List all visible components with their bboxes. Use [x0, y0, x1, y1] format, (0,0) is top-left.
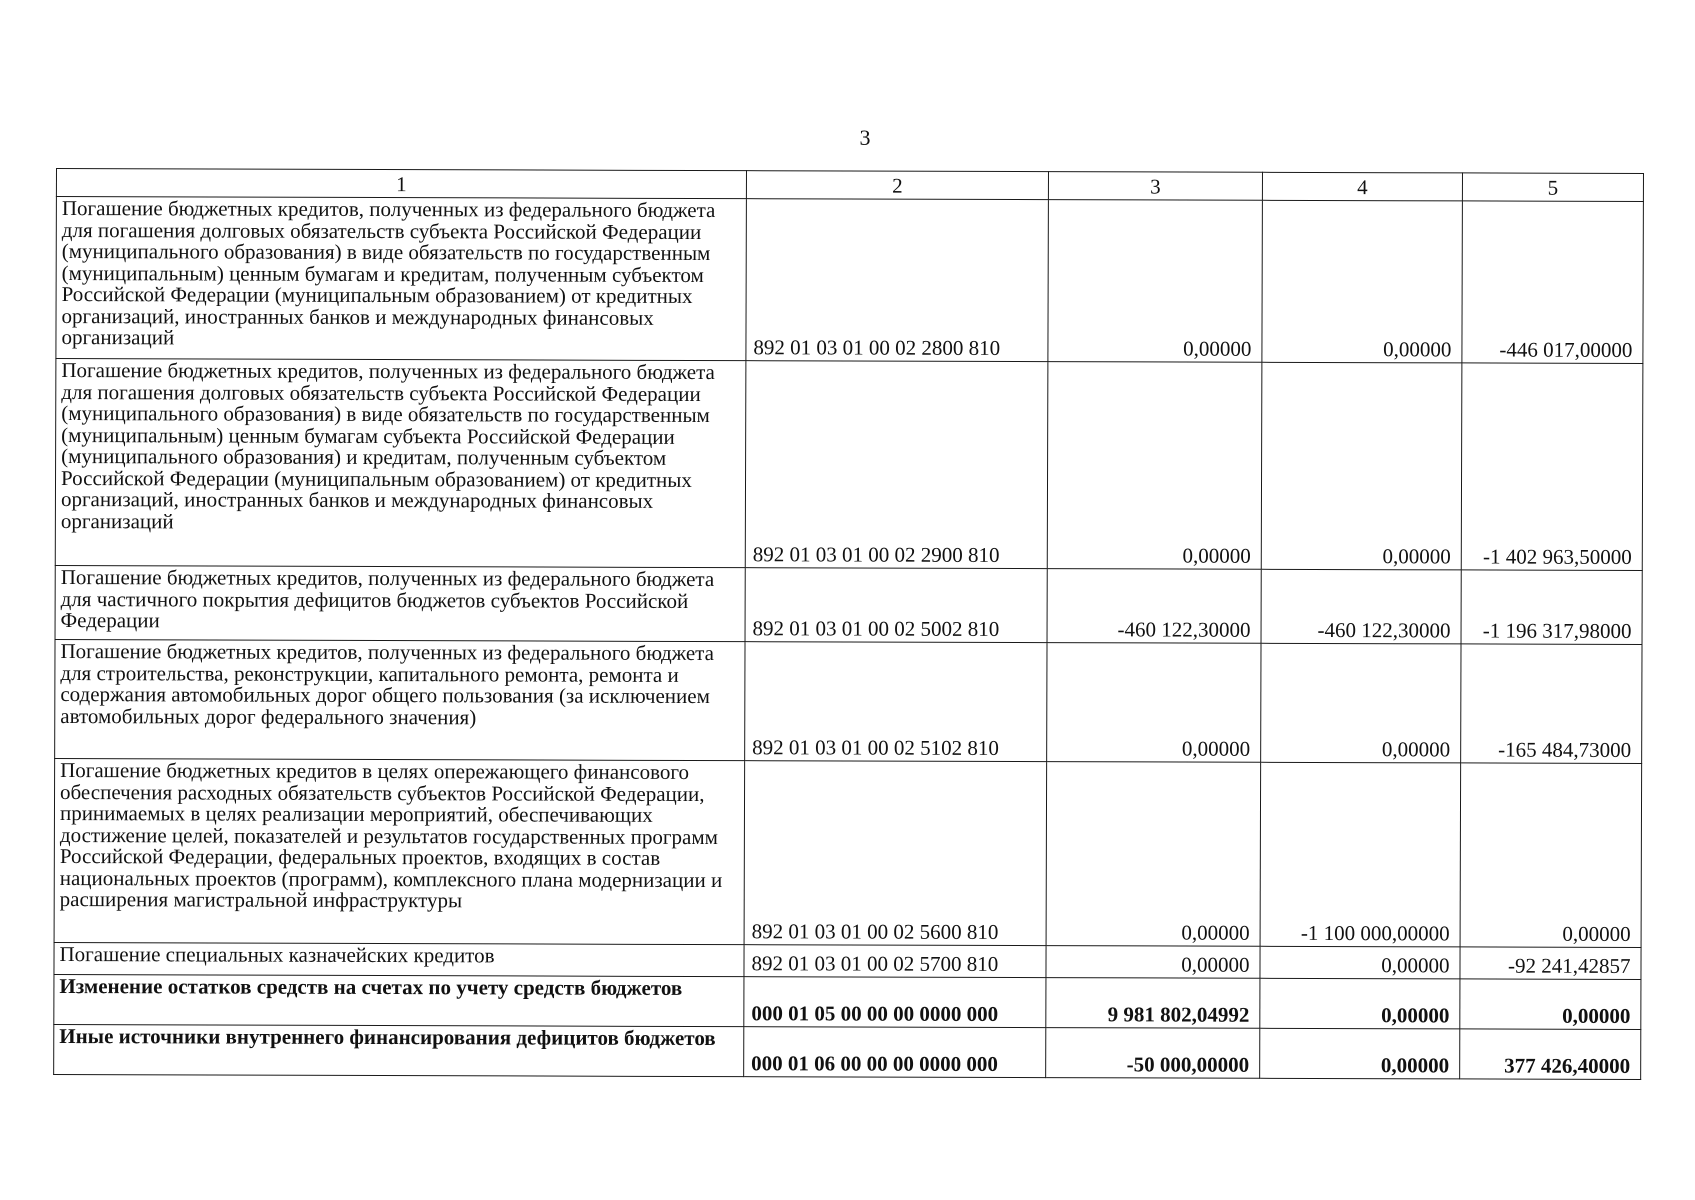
column-header-5: 5 — [1462, 173, 1643, 202]
row-value-col4: 0,00000 — [1261, 362, 1462, 570]
table-row — [56, 197, 1644, 364]
row-budget-code: 892 01 03 01 00 02 2800 810 — [746, 199, 1049, 362]
row-value-col3: -50 000,00000 — [1046, 1028, 1260, 1079]
row-value-col5: 377 426,40000 — [1460, 1029, 1641, 1080]
row-value-col3: 0,00000 — [1047, 643, 1261, 763]
row-description: Погашение бюджетных кредитов, полученных из федерального бюджета для погашения долговых обязательств субъекта Российской Федерации (муниципального образования) в виде обязательств по государственным (муниципальным) ценным бумагам субъекта Российской Федерации (муниципального образования) и кредитам, полученным субъектом Российской Федерации (муниципальным образованием) от кредитных организаций, иностранных банков и международных финансовых организаций — [55, 359, 746, 568]
row-budget-code: 892 01 03 01 00 02 5002 810 — [745, 568, 1047, 643]
column-header-4: 4 — [1262, 172, 1462, 201]
table-row — [55, 359, 1643, 571]
row-budget-code: 892 01 03 01 00 02 5700 810 — [744, 945, 1046, 978]
row-value-col5: 0,00000 — [1460, 979, 1641, 1030]
column-header-1: 1 — [56, 169, 746, 199]
row-value-col5: -1 196 317,98000 — [1461, 570, 1642, 645]
row-value-col4: 0,00000 — [1262, 200, 1463, 363]
page-number: 3 — [859, 125, 871, 150]
row-value-col5: -92 241,42857 — [1460, 947, 1641, 980]
row-value-col4: 0,00000 — [1260, 946, 1460, 979]
row-budget-code: 000 01 06 00 00 00 0000 000 — [744, 1027, 1046, 1078]
table-row — [54, 758, 1642, 947]
row-value-col3: 0,00000 — [1046, 946, 1260, 979]
row-description: Погашение бюджетных кредитов, полученных из федерального бюджета для строительства, реконструкции, капитального ремонта, ремонта и содержания автомобильных дорог общего пользования (за исключением автомобильных дорог федерального значения) — [55, 639, 745, 760]
row-value-col4: 0,00000 — [1261, 643, 1461, 763]
row-value-col5: -165 484,73000 — [1461, 644, 1642, 764]
row-budget-code: 000 01 05 00 00 00 0000 000 — [744, 977, 1046, 1028]
row-value-col4: -460 122,30000 — [1261, 569, 1461, 644]
row-budget-code: 892 01 03 01 00 02 5600 810 — [744, 761, 1047, 946]
row-description: Погашение бюджетных кредитов в целях опережающего финансового обеспечения расходных обязательств субъектов Российской Федерации, принимаемых в целях реализации мероприятий, обеспечивающих достижение целей, показателей и результатов государственных программ Российской Федерации, федеральных проектов, входящих в состав национальных проектов (программ), комплексного плана модернизации и расширения магистральной инфраструктуры — [54, 758, 745, 944]
row-description: Изменение остатков средств на счетах по учету средств бюджетов — [54, 974, 744, 1026]
row-value-col5: 0,00000 — [1460, 763, 1642, 948]
row-budget-code: 892 01 03 01 00 02 5102 810 — [745, 642, 1047, 762]
table-row-total — [54, 974, 1641, 1029]
financing-sources-table — [53, 168, 1644, 1080]
table-row-total — [54, 1024, 1641, 1079]
row-value-col3: 0,00000 — [1048, 200, 1263, 363]
row-value-col5: -446 017,00000 — [1462, 201, 1644, 364]
row-value-col3: 0,00000 — [1047, 362, 1262, 570]
row-value-col3: 0,00000 — [1046, 762, 1261, 947]
table-row — [55, 639, 1642, 763]
row-value-col4: 0,00000 — [1260, 978, 1460, 1029]
row-description: Иные источники внутреннего финансирования дефицитов бюджетов — [54, 1024, 744, 1076]
row-value-col3: 9 981 802,04992 — [1046, 978, 1260, 1029]
row-value-col5: -1 402 963,50000 — [1461, 363, 1643, 571]
row-budget-code: 892 01 03 01 00 02 2900 810 — [745, 361, 1048, 569]
row-description: Погашение бюджетных кредитов, полученных из федерального бюджета для погашения долговых обязательств субъекта Российской Федерации (муниципального образования) в виде обязательств по государственным (муниципальным) ценным бумагам и кредитам, полученным субъектом Российской Федерации (муниципальным образованием) от кредитных организаций, иностранных банков и международных финансовых организаций — [56, 197, 747, 361]
column-header-3: 3 — [1048, 172, 1262, 201]
table-row — [55, 565, 1642, 644]
row-value-col3: -460 122,30000 — [1047, 569, 1261, 644]
column-header-2: 2 — [746, 171, 1048, 200]
row-value-col4: -1 100 000,00000 — [1260, 762, 1461, 947]
row-description: Погашение специальных казначейских кредитов — [54, 942, 744, 976]
row-description: Погашение бюджетных кредитов, полученных из федерального бюджета для частичного покрытия дефицитов бюджетов субъектов Российской Федерации — [55, 565, 745, 641]
row-value-col4: 0,00000 — [1260, 1028, 1460, 1079]
